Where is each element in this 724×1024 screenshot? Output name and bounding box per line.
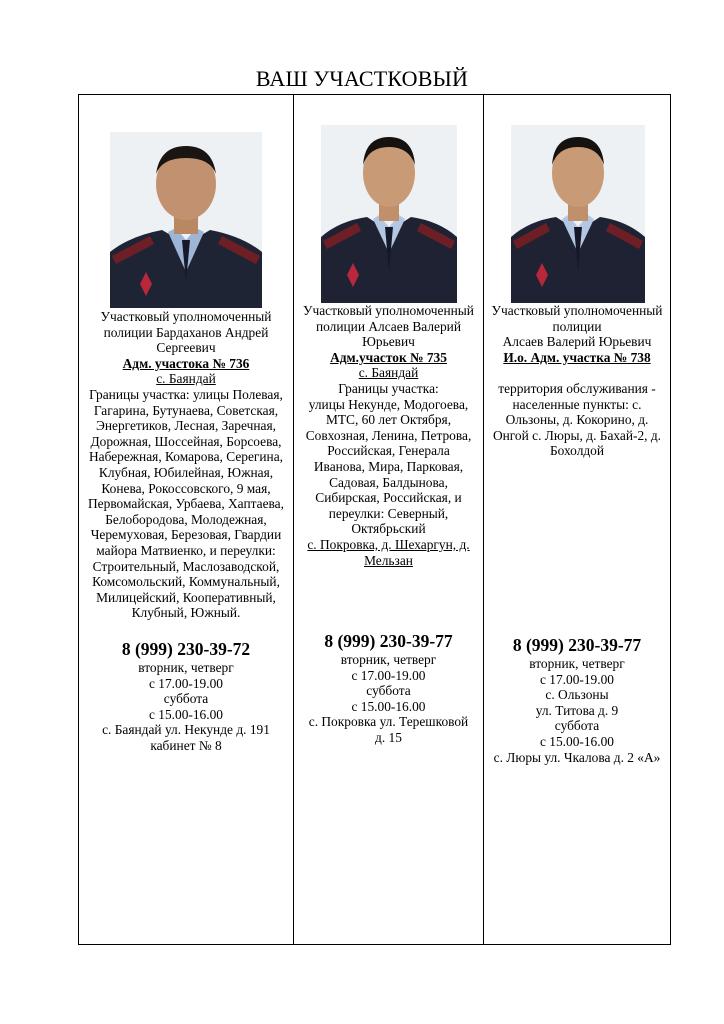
border-line: Клубный, Южный. (131, 605, 241, 621)
border-line: территория обслуживания - (498, 380, 656, 396)
schedule-line: суббота (366, 683, 411, 699)
schedule-line: суббота (554, 718, 600, 734)
contact-block (486, 634, 668, 765)
district-village: с. Баяндай (156, 371, 216, 387)
schedule-line: кабинет № 8 (150, 737, 222, 753)
border-line: Милицейский, Кооперативный, (96, 589, 276, 605)
schedule-line: с. Люры ул. Чкалова д. 2 «А» (493, 749, 661, 765)
officer-name-cont: Сергеевич (156, 340, 216, 356)
border-line: Российская, Генерала (327, 443, 450, 459)
district-number: Адм. участока № 736 (122, 355, 250, 371)
schedule-line: с 15.00-16.00 (351, 698, 426, 714)
schedule-line: с 17.00-19.00 (351, 667, 426, 683)
officer-info (296, 303, 481, 568)
border-line: Первомайская, Урбаева, Хаптаева, (88, 496, 284, 512)
border-line: Белобородова, Молодежная, (105, 511, 267, 527)
officer-name: полиции Бардаханов Андрей (103, 324, 269, 340)
border-line: населенные пункты: с. (512, 396, 642, 412)
border-line: Энергетиков, Лесная, Заречная, (96, 418, 276, 434)
officer-portrait-icon (321, 125, 457, 303)
border-line: Садовая, Балдынова, (329, 474, 448, 490)
border-line: Черемуховая, Березовая, Гвардии (90, 527, 282, 543)
border-line: Строительный, Маслозаводской, (92, 558, 280, 574)
officer-column-738 (484, 95, 670, 944)
border-line: Границы участка: улицы Полевая, (89, 386, 283, 402)
border-line: Онгой с. Люры, д. Бахай-2, д. (492, 427, 662, 443)
schedule-line: с. Ользоны (545, 687, 609, 703)
district-village: с. Баяндай (358, 365, 419, 381)
district-borders (81, 387, 291, 621)
district-number: И.о. Адм. участка № 738 (503, 349, 651, 365)
border-line: переулки: Северный, (328, 505, 449, 521)
border-line: майора Матвиенко, и переулки: (96, 542, 276, 558)
border-line: Дорожная, Шоссейная, Борсоева, (90, 433, 282, 449)
border-line: Границы участка: (338, 380, 439, 396)
district-number: Адм.участок № 735 (330, 349, 447, 365)
schedule-line: д. 15 (375, 729, 402, 745)
officer-role: Участковый уполномоченный (303, 303, 474, 318)
border-line: Конева, Рокоссовского, 9 мая, (101, 480, 271, 496)
border-line: Сибирская, Российская, и (315, 490, 462, 506)
border-line: Гагарина, Бутунаева, Советская, (93, 402, 279, 418)
officer-column-735 (294, 95, 484, 944)
phone-number[interactable]: 8 (999) 230-39-77 (512, 635, 642, 655)
schedule-line: суббота (163, 691, 209, 707)
officer-portrait-icon (511, 125, 645, 303)
schedule-line: с. Покровка ул. Терешковой (308, 714, 469, 730)
schedule-line: вторник, четверг (529, 656, 625, 671)
officer-name: полиции Алсаев Валерий (315, 318, 462, 334)
officer-role: Участковый уполномоченный (491, 303, 663, 318)
officer-info (486, 303, 668, 459)
officer-name-cont: Юрьевич (362, 334, 415, 350)
contact-block (81, 638, 291, 754)
district-borders (486, 381, 668, 459)
schedule-line: вторник, четверг (138, 660, 234, 675)
border-line: Клубная, Юбилейная, Южная, (98, 464, 274, 480)
officer-name-cont: Алсаев Валерий Юрьевич (502, 334, 652, 350)
border-villages: Мельзан (364, 552, 413, 568)
border-line: Ользоны, д. Кокорино, д. (505, 412, 649, 428)
contact-block (296, 630, 481, 746)
phone-number[interactable]: 8 (999) 230-39-72 (121, 639, 251, 659)
officer-info (81, 309, 291, 621)
border-line: улицы Некунде, Модогоева, (308, 396, 469, 412)
schedule-line: с 17.00-19.00 (148, 675, 223, 691)
border-line: Набережная, Комарова, Серегина, (88, 449, 284, 465)
border-line: МТС, 60 лет Октября, (325, 412, 452, 428)
border-line: Совхозная, Ленина, Петрова, (305, 427, 472, 443)
schedule-line: с. Баяндай ул. Некунде д. 191 (102, 722, 270, 738)
schedule-line: с 15.00-16.00 (148, 706, 223, 722)
schedule-line: с 17.00-19.00 (539, 671, 614, 687)
page-title: ВАШ УЧАСТКОВЫЙ (255, 66, 469, 91)
officer-role: Участковый уполномоченный (100, 309, 272, 324)
schedule-line: ул. Титова д. 9 (535, 702, 619, 718)
officer-column-736 (79, 95, 294, 944)
border-line: Комсомольский, Коммунальный, (92, 574, 280, 590)
officers-table (78, 94, 671, 945)
schedule-line: вторник, четверг (340, 652, 437, 667)
border-villages: с. Покровка, д. Шехаргун, д. (307, 536, 470, 552)
officer-portrait-icon (110, 132, 262, 308)
phone-number[interactable]: 8 (999) 230-39-77 (324, 631, 453, 651)
border-line: Бохолдой (549, 443, 605, 459)
border-line: Иванова, Мира, Парковая, (313, 458, 464, 474)
officer-name: полиции (552, 318, 602, 334)
district-borders (296, 381, 481, 568)
spacer (486, 365, 668, 381)
border-line: Октябрьский (351, 521, 426, 537)
schedule-line: с 15.00-16.00 (539, 733, 614, 749)
